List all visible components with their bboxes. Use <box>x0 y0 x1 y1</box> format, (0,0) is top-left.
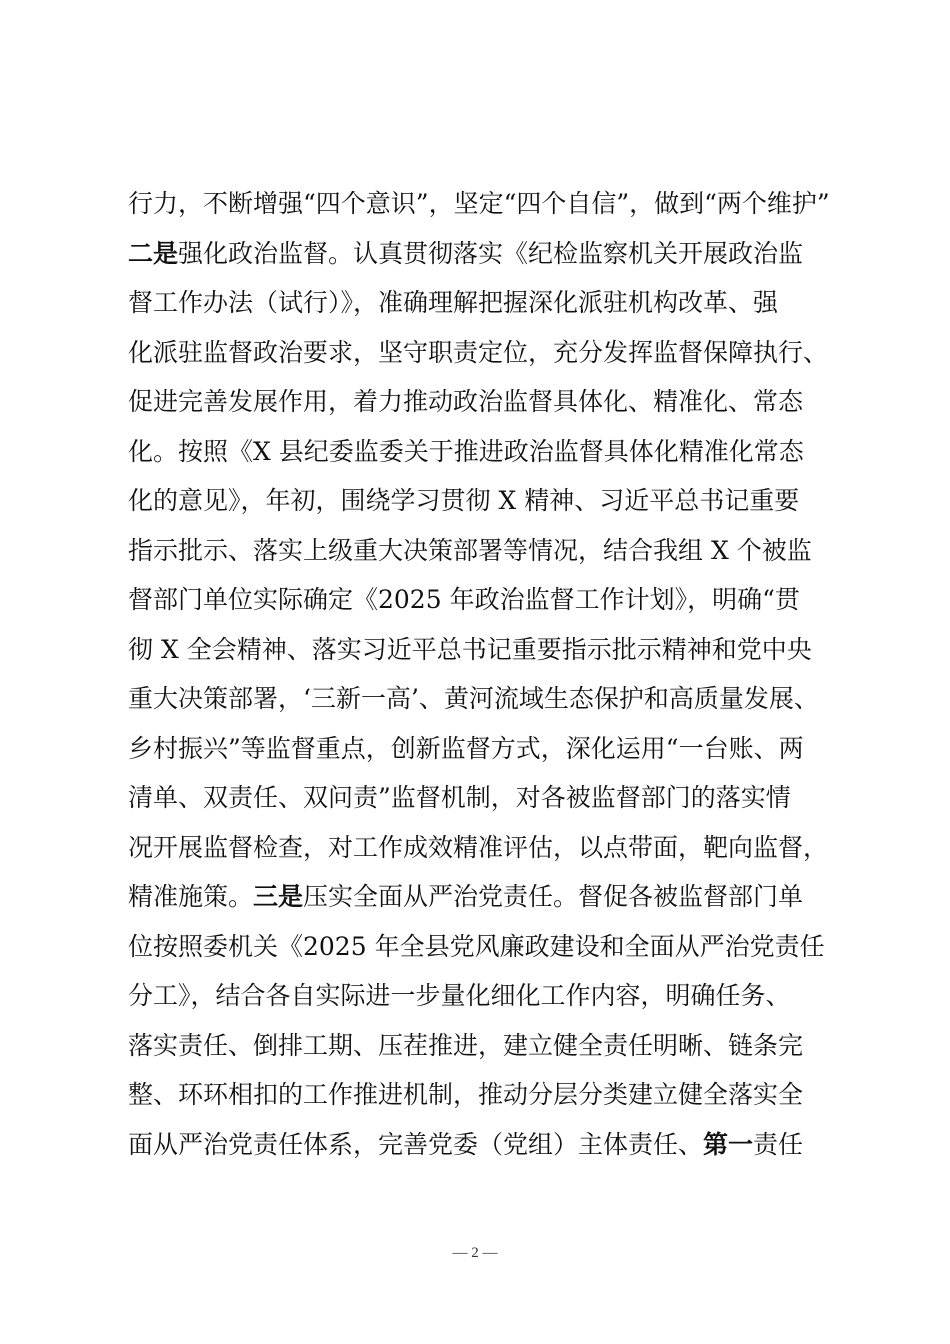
text-line <box>128 338 828 368</box>
text-line <box>128 1130 803 1160</box>
bold-lead-phrase: 三是 <box>253 882 304 911</box>
text-line <box>128 239 803 269</box>
text-line <box>128 833 828 863</box>
text-segment: 面从严治党责任体系，完善党委（党组）主体责任、 <box>128 1129 704 1159</box>
text-segment: 位按照委机关《2025 年全县党风廉政建设和全面从严治党责任 <box>128 931 825 961</box>
text-segment: 落实责任、倒排工期、压茬推进，建立健全责任明晰、链条完 <box>128 1030 804 1060</box>
bold-lead-phrase: 第一 <box>703 1129 754 1159</box>
text-segment: 重大决策部署，‘三新一高’、黄河流域生态保护和高质量发展、 <box>128 684 819 713</box>
bold-lead-phrase: 二是 <box>128 238 179 268</box>
text-line <box>128 932 825 962</box>
text-line <box>128 437 804 467</box>
text-segment: 行力，不断增强“四个意识”，坚定“四个自信”，做到“两个维护” <box>128 189 830 218</box>
text-line <box>128 1080 803 1110</box>
text-line <box>128 684 819 714</box>
text-line <box>128 734 804 764</box>
page-number: — 2 — <box>452 1245 498 1261</box>
text-line <box>128 387 803 417</box>
text-line <box>128 882 803 912</box>
text-line <box>128 536 812 566</box>
text-segment: 督部门单位实际确定《2025 年政治监督工作计划》，明确“贯 <box>128 585 800 614</box>
text-line <box>128 189 830 219</box>
text-line <box>128 585 800 615</box>
text-segment: 化。按照《X 县纪委监委关于推进政治监督具体化精准化常态 <box>128 436 804 466</box>
text-segment: 乡村振兴”等监督重点，创新监督方式，深化运用“一台账、两 <box>128 733 804 763</box>
text-segment: 压实全面从严治党责任。督促各被监督部门单 <box>303 882 804 911</box>
text-line <box>128 288 778 318</box>
text-segment: 强化政治监督。认真贯彻落实《纪检监察机关开展政治监 <box>178 238 804 268</box>
text-segment: 督工作办法（试行）》，准确理解把握深化派驻机构改革、强 <box>128 288 779 317</box>
text-line <box>128 486 799 516</box>
text-segment: 化的意见》，年初，围绕学习贯彻 X 精神、习近平总书记重要 <box>128 486 800 515</box>
text-segment: 促进完善发展作用，着力推动政治监督具体化、精准化、常态 <box>128 387 804 416</box>
text-segment: 整、环环相扣的工作推进机制，推动分层分类建立健全落实全 <box>128 1080 804 1109</box>
text-segment: 分工》，结合各自实际进一步量化细化工作内容，明确任务、 <box>128 981 791 1010</box>
text-line <box>128 981 791 1011</box>
text-segment: 清单、双责任、双问责”监督机制，对各被监督部门的落实情 <box>128 783 791 812</box>
text-segment: 指示批示、落实上级重大决策部署等情况，结合我组 X 个被监 <box>128 535 812 565</box>
text-segment: 况开展监督检查，对工作成效精准评估，以点带面，靶向监督， <box>128 832 829 862</box>
text-segment: 化派驻监督政治要求，坚守职责定位，充分发挥监督保障执行、 <box>128 337 829 367</box>
text-line <box>128 1031 803 1061</box>
text-segment: 责任 <box>753 1129 804 1159</box>
text-line <box>128 635 812 665</box>
text-segment: 精准施策。 <box>128 882 254 911</box>
text-line <box>128 783 791 813</box>
text-segment: 彻 X 全会精神、落实习近平总书记重要指示批示精神和党中央 <box>128 634 812 664</box>
